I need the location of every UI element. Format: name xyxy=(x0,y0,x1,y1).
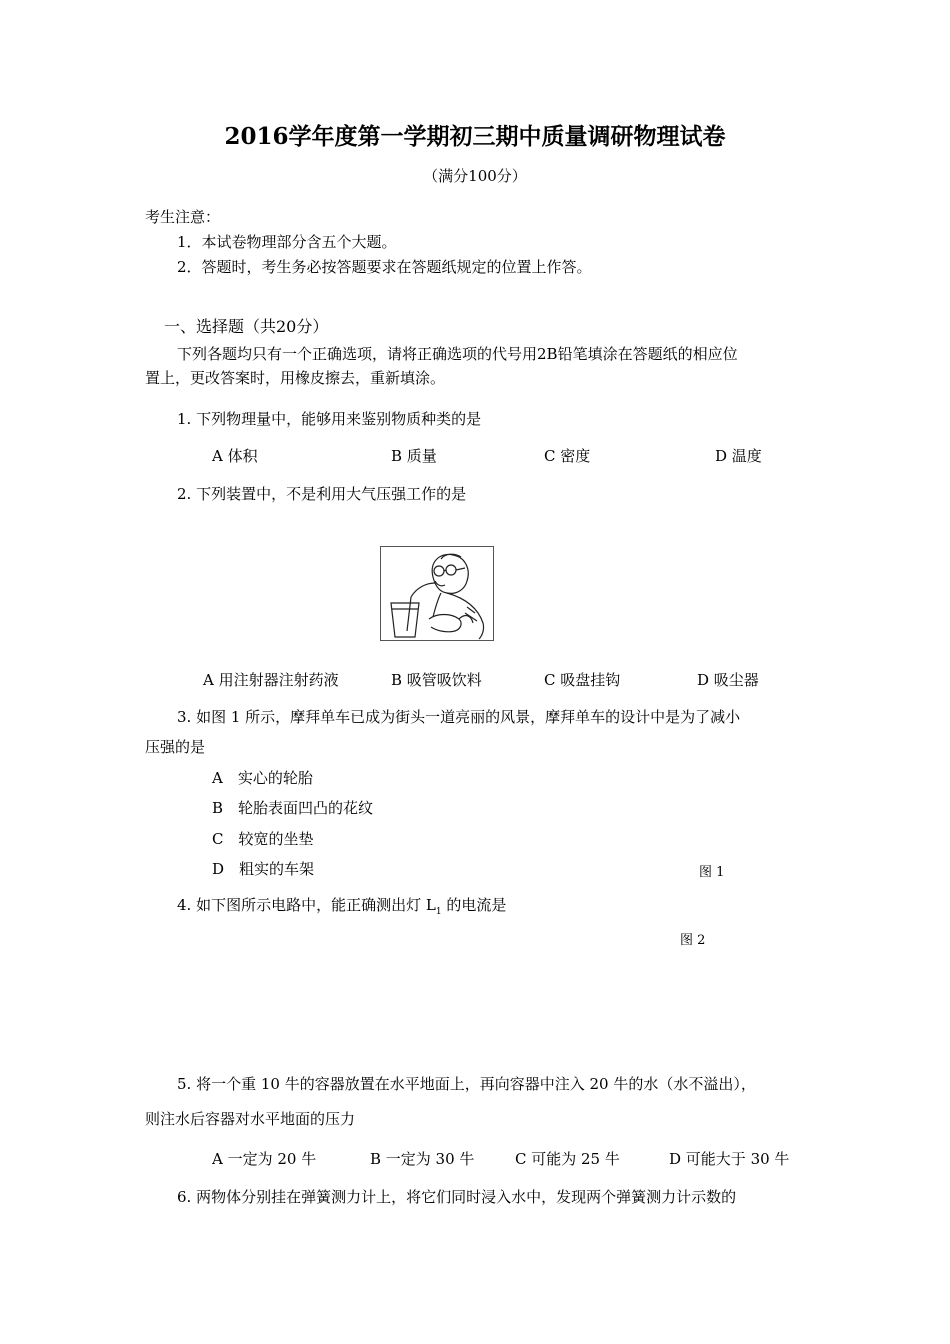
q1-option-d: D 温度 xyxy=(715,447,762,465)
q2-drinking-straw-figure xyxy=(380,546,494,641)
q5-stem-line1: 5. 将一个重 10 牛的容器放置在水平地面上，再向容器中注入 20 牛的水（水不溢出）， xyxy=(177,1075,756,1093)
q3-stem-line2: 压强的是 xyxy=(145,738,206,756)
q4-stem xyxy=(177,894,506,917)
section1-instruction-line2: 置上，更改答案时，用橡皮擦去，重新填涂。 xyxy=(145,369,446,387)
q3-option-b: B 轮胎表面凹凸的花纹 xyxy=(212,799,374,817)
q1-option-b: B 质量 xyxy=(391,447,437,465)
q4-stem-subscript: 1 xyxy=(435,907,442,917)
section1-heading: 一、选择题（共20分） xyxy=(164,317,329,336)
q6-stem-line1: 6. 两物体分别挂在弹簧测力计上，将它们同时浸入水中，发现两个弹簧测力计示数的 xyxy=(177,1188,737,1206)
notice-item-1: 1．本试卷物理部分含五个大题。 xyxy=(177,233,397,251)
man-drinking-illustration xyxy=(381,547,493,640)
page-subtitle: （满分100分） xyxy=(423,167,527,185)
q1-stem: 1. 下列物理量中，能够用来鉴别物质种类的是 xyxy=(177,410,482,428)
q5-option-c: C 可能为 25 牛 xyxy=(515,1150,620,1168)
q3-option-a: A 实心的轮胎 xyxy=(212,769,313,787)
q3-stem-line1: 3. 如图 1 所示，摩拜单车已成为街头一道亮丽的风景，摩拜单车的设计中是为了减小 xyxy=(177,708,741,726)
q2-option-a: A 用注射器注射药液 xyxy=(203,671,339,689)
q2-option-d: D 吸尘器 xyxy=(697,671,759,689)
q5-option-a: A 一定为 20 牛 xyxy=(212,1150,317,1168)
q5-stem-line2: 则注水后容器对水平地面的压力 xyxy=(145,1110,356,1128)
q1-option-c: C 密度 xyxy=(544,447,591,465)
q2-option-c: C 吸盘挂钩 xyxy=(544,671,621,689)
q2-stem: 2. 下列装置中，不是利用大气压强工作的是 xyxy=(177,485,467,503)
figure-2-label: 图 2 xyxy=(680,933,706,948)
page-title: 2016学年度第一学期初三期中质量调研物理试卷 xyxy=(224,123,726,150)
figure-1-label: 图 1 xyxy=(699,865,725,880)
notice-item-2: 2．答题时，考生务必按答题要求在答题纸规定的位置上作答。 xyxy=(177,258,592,276)
q1-option-a: A 体积 xyxy=(212,447,258,465)
q3-option-d: D 粗实的车架 xyxy=(212,860,315,878)
section1-instruction-line1: 下列各题均只有一个正确选项，请将正确选项的代号用2B铅笔填涂在答题纸的相应位 xyxy=(177,345,738,363)
q4-stem-pre: 4. 如下图所示电路中，能正确测出灯 L xyxy=(177,896,436,914)
q5-option-b: B 一定为 30 牛 xyxy=(370,1150,475,1168)
q4-stem-post: 的电流是 xyxy=(441,896,507,914)
q3-option-c: C 较宽的坐垫 xyxy=(212,830,314,848)
q5-option-d: D 可能大于 30 牛 xyxy=(669,1150,790,1168)
q2-option-b: B 吸管吸饮料 xyxy=(391,671,482,689)
notice-heading: 考生注意： xyxy=(145,208,221,226)
